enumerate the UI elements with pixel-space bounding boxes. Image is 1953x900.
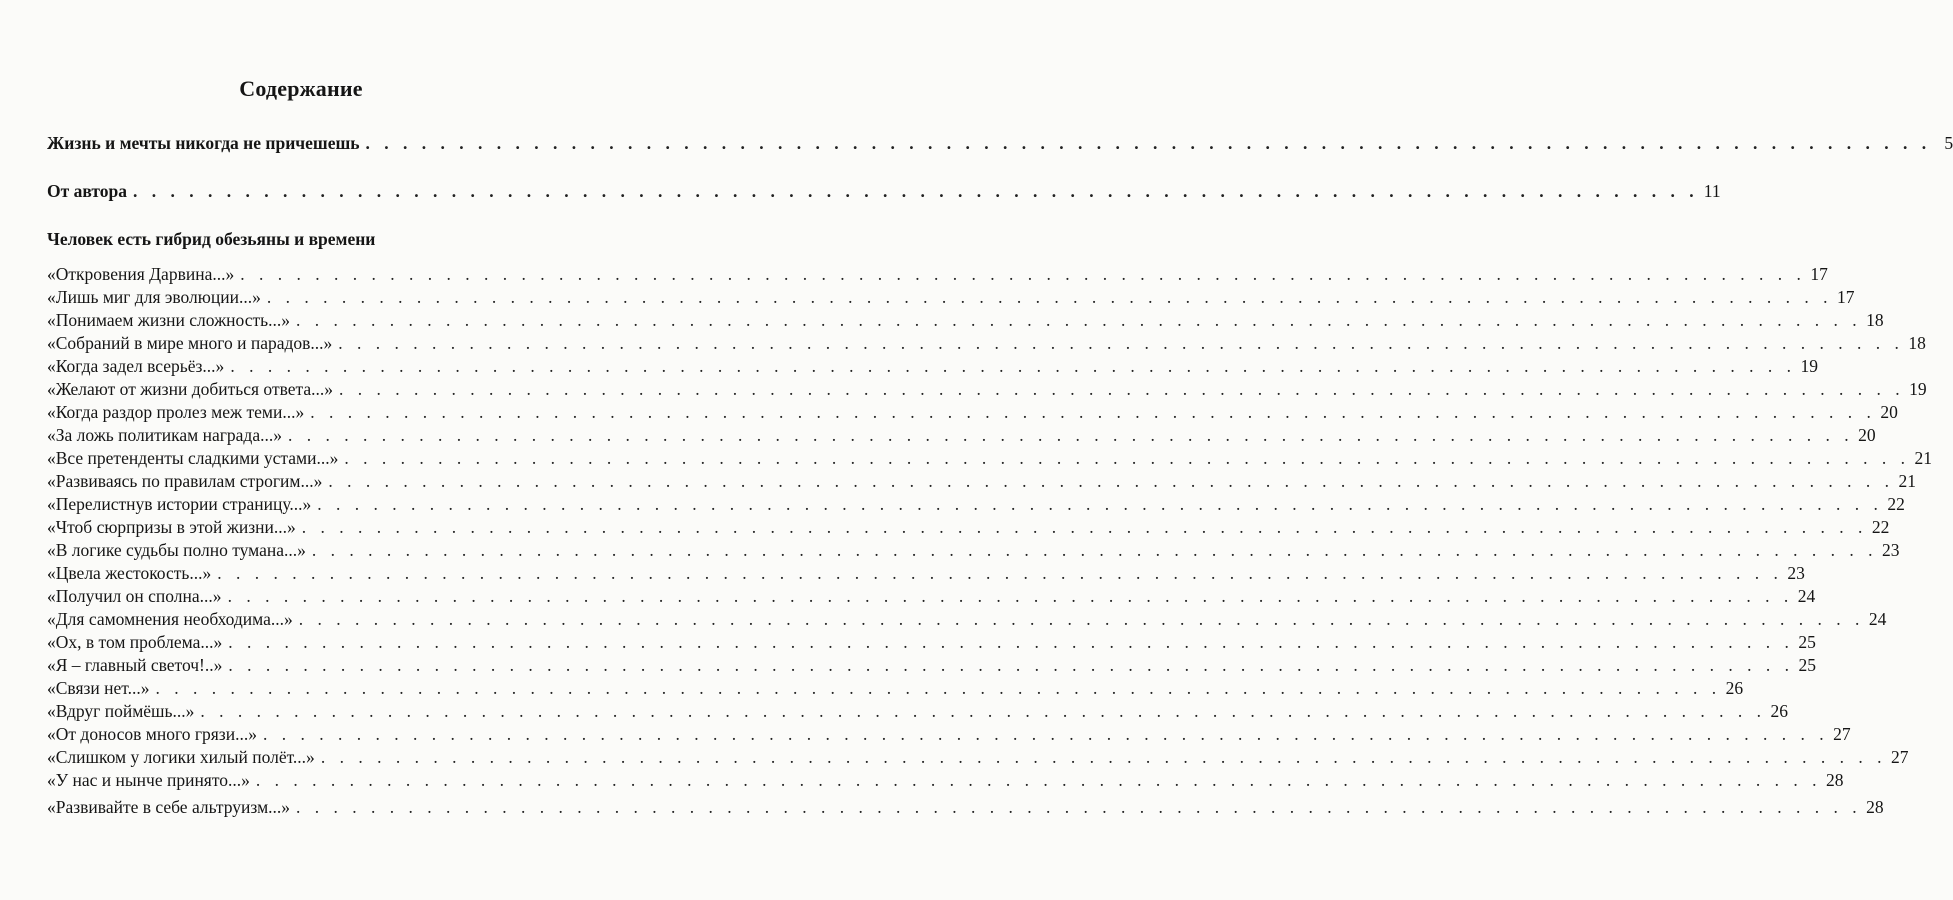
- dot-leader: . . . . . . . . . . . . . . . . . . . . . . . . . . . . . . . . . . . . . . . . . . . . . . . . . . . . . . . . . . . . . . . . . . . . . . . . . . . . . . . . . . . .: [287, 425, 1854, 445]
- toc-entry-title: «Для самомнения необходима...»: [47, 609, 293, 629]
- dot-leader: . . . . . . . . . . . . . . . . . . . . . . . . . . . . . . . . . . . . . . . . . . . . . . . . . . . . . . . . . . . . . . . . . . . . . . . . . . . . . . . . . . . .: [227, 586, 1794, 606]
- toc-entry-title: «От доносов много грязи...»: [47, 724, 257, 744]
- toc-entry-title: Жизнь и мечты никогда не причешешь: [47, 133, 360, 153]
- toc-page-number: 28: [1826, 770, 1844, 790]
- toc-entry-title: «Я – главный светоч!..»: [47, 655, 223, 675]
- toc-entry: [47, 653, 1817, 677]
- toc-page-number: 17: [1810, 264, 1828, 284]
- toc-entry: [47, 515, 1890, 539]
- toc-entry-title: «Перелистнув истории страницу...»: [47, 494, 312, 514]
- dot-leader: . . . . . . . . . . . . . . . . . . . . . . . . . . . . . . . . . . . . . . . . . . . . . . . . . . . . . . . . . . . . . . . . . . . . . . . . . . . . . . . . . . . .: [310, 402, 1876, 422]
- toc-page-number: 5: [1944, 133, 1953, 153]
- toc-entry-title: «Ох, в том проблема...»: [47, 632, 223, 652]
- toc-page-number: 28: [1866, 797, 1884, 817]
- dot-leader: . . . . . . . . . . . . . . . . . . . . . . . . . . . . . . . . . . . . . . . . . . . . . . . . . . . . . . . . . . . . . . . . . . . . . . . . . . . . . . . . . . . .: [240, 264, 1806, 284]
- toc-entry-title: «Связи нет...»: [47, 678, 150, 698]
- toc-entry: [47, 469, 1916, 493]
- toc-entry: [47, 538, 1900, 562]
- toc-entry: [47, 400, 1898, 424]
- toc-entry: [47, 308, 1884, 332]
- toc-entry: [47, 745, 1909, 769]
- toc-page-number: 24: [1797, 586, 1816, 606]
- dot-leader: . . . . . . . . . . . . . . . . . . . . . . . . . . . . . . . . . . . . . . . . . . . . . . . . . . . . . . . . . . . . . . . . . . . . . . . . . . . . . . . . . . . .: [338, 333, 1904, 353]
- toc-entry-title: «В логике судьбы полно тумана...»: [47, 540, 306, 560]
- toc-entry: [47, 630, 1816, 654]
- toc-page-number: 18: [1908, 333, 1926, 353]
- toc-entry-title: «Вдруг поймёшь...»: [47, 701, 195, 721]
- dot-leader: . . . . . . . . . . . . . . . . . . . . . . . . . . . . . . . . . . . . . . . . . . . . . . . . . . . . . . . . . . . . . . . . . . . . . . . . . . . . . . . . . . . .: [155, 678, 1722, 698]
- toc-page-number: 18: [1866, 310, 1884, 330]
- dot-leader: . . . . . . . . . . . . . . . . . . . . . . . . . . . . . . . . . . . . . . . . . . . . . . . . . . . . . . . . . . . . . . . . . . . . . . . . . . . . . . . . . . . .: [266, 287, 1833, 307]
- toc-entry: [47, 262, 1828, 286]
- toc-entry: [47, 795, 1884, 819]
- toc-entry-title: «Развивайте в себе альтруизм...»: [47, 797, 291, 817]
- toc-entry: [47, 377, 1927, 401]
- toc-page-number: 17: [1836, 287, 1855, 307]
- toc-page-number: 22: [1887, 494, 1905, 514]
- dot-leader: . . . . . . . . . . . . . . . . . . . . . . . . . . . . . . . . . . . . . . . . . . . . . . . . . . . . . . . . . . . . . . . . . . . . . . . . . . . . . . . . . . . .: [230, 356, 1796, 376]
- dot-leader: . . . . . . . . . . . . . . . . . . . . . . . . . . . . . . . . . . . . . . . . . . . . . . . . . . . . . . . . . . . . . . . . . . . . . . . . . . . . . . . . . . . .: [217, 563, 1783, 583]
- toc-page-number: 24: [1868, 609, 1887, 629]
- dot-leader: . . . . . . . . . . . . . . . . . . . . . . . . . . . . . . . . . . . . . . . . . . . . . . . . . . . . . . . . . . . . . . . . . . . . . . . . . . . . . . . . . . . .: [200, 701, 1766, 721]
- toc-page-number: 19: [1800, 356, 1818, 376]
- toc-entry: [47, 285, 1855, 309]
- toc-entry: [47, 354, 1818, 378]
- toc-page-number: 23: [1787, 563, 1805, 583]
- toc-page-number: 27: [1833, 724, 1851, 744]
- toc-page-number: 22: [1871, 517, 1890, 537]
- toc-entry: [47, 179, 1721, 203]
- toc-entry: [47, 607, 1887, 631]
- page-title: Содержание: [239, 76, 363, 101]
- dot-leader: . . . . . . . . . . . . . . . . . . . . . . . . . . . . . . . . . . . . . . . . . . . . . . . . . . . . . . . . . . . . . . . . . . . . . . . . . . . . . . . . . . . .: [320, 747, 1887, 767]
- toc-entry: [47, 131, 1953, 155]
- toc-entry-title: «Собраний в мире много и парадов...»: [47, 333, 333, 353]
- dot-leader: . . . . . . . . . . . . . . . . . . . . . . . . . . . . . . . . . . . . . . . . . . . . . . . . . . . . . . . . . . . . . . . . . . . . . . . . . . . . . . . . . . . .: [296, 797, 1862, 817]
- toc-entry-title: «Все претенденты сладкими устами...»: [47, 448, 339, 468]
- dot-leader: . . . . . . . . . . . . . . . . . . . . . . . . . . . . . . . . . . . . . . . . . . . . . . . . . . . . . . . . . . . . . . . . . . . . . . . . . . . . . . . . . . . .: [262, 724, 1829, 744]
- toc-entry: [47, 492, 1905, 516]
- toc-page-number: 25: [1798, 632, 1816, 652]
- toc-page-number: 11: [1703, 181, 1721, 201]
- toc-page-number: 21: [1898, 471, 1916, 491]
- toc-page-number: 23: [1882, 540, 1900, 560]
- toc-page-number: 20: [1880, 402, 1898, 422]
- toc-page-number: 25: [1798, 655, 1817, 675]
- dot-leader: . . . . . . . . . . . . . . . . . . . . . . . . . . . . . . . . . . . . . . . . . . . . . . . . . . . . . . . . . . . . . . . . . . . . . . . . . . . . . . . . . . . .: [328, 471, 1894, 491]
- dot-leader: . . . . . . . . . . . . . . . . . . . . . . . . . . . . . . . . . . . . . . . . . . . . . . . . . . . . . . . . . . . . . . . . . . . . . . . . . . . . . . . . . . . .: [228, 655, 1795, 675]
- toc-page-number: 26: [1770, 701, 1788, 721]
- dot-leader: . . . . . . . . . . . . . . . . . . . . . . . . . . . . . . . . . . . . . . . . . . . . . . . . . . . . . . . . . . . . . . . . . . . . . . . . . . . . . . . . . . . .: [298, 609, 1865, 629]
- toc-entry-title: «Лишь миг для эволюции...»: [47, 287, 261, 307]
- dot-leader: . . . . . . . . . . . . . . . . . . . . . . . . . . . . . . . . . . . . . . . . . . . . . . . . . . . . . . . . . . . . . . . . . . . . . . . . . . . . . . . . . . . .: [228, 632, 1794, 652]
- toc-entry: [47, 446, 1932, 470]
- section-heading: Человек есть гибрид обезьяны и времени: [47, 229, 376, 249]
- dot-leader: . . . . . . . . . . . . . . . . . . . . . . . . . . . . . . . . . . . . . . . . . . . . . . . . . . . . . . . . . . . . . . . . . . . . . . . . . . . . . . . . . . . .: [301, 517, 1868, 537]
- toc-page-number: 21: [1914, 448, 1932, 468]
- toc-entry-title: «Когда задел всерьёз...»: [47, 356, 225, 376]
- dot-leader: . . . . . . . . . . . . . . . . . . . . . . . . . . . . . . . . . . . . . . . . . . . . . . . . . . . . . . . . . . . . . . . . . . . . . . . . . . . . . . . . . . . .: [365, 133, 1932, 153]
- toc-entry-title: «Понимаем жизни сложность...»: [47, 310, 291, 330]
- toc-entry-title: «За ложь политикам награда...»: [47, 425, 282, 445]
- toc-entry: [47, 561, 1805, 585]
- toc-entry: [47, 676, 1744, 700]
- dot-leader: . . . . . . . . . . . . . . . . . . . . . . . . . . . . . . . . . . . . . . . . . . . . . . . . . . . . . . . . . . . . . . . . . . . . . . . . . . . . . . . . . . . .: [339, 379, 1905, 399]
- toc-entry-title: «У нас и нынче принято...»: [47, 770, 250, 790]
- toc-entry: [47, 423, 1876, 447]
- toc-entry-title: «Когда раздор пролез меж теми...»: [47, 402, 305, 422]
- dot-leader: . . . . . . . . . . . . . . . . . . . . . . . . . . . . . . . . . . . . . . . . . . . . . . . . . . . . . . . . . . . . . . . . . . . . . . . . . . . . . . . . . . . .: [311, 540, 1878, 560]
- toc-entry-title: «Развиваясь по правилам строгим...»: [47, 471, 323, 491]
- toc-page-number: 27: [1890, 747, 1909, 767]
- toc-entry-title: От автора: [47, 181, 127, 201]
- toc-entry: [47, 699, 1788, 723]
- toc-entry-title: «Цвела жестокость...»: [47, 563, 212, 583]
- toc-page-number: 26: [1725, 678, 1744, 698]
- dot-leader: . . . . . . . . . . . . . . . . . . . . . . . . . . . . . . . . . . . . . . . . . . . . . . . . . . . . . . . . . . . . . . . . . . . . . . . . . . . . . . . . . . . .: [344, 448, 1910, 468]
- toc-entry-title: «Слишком у логики хилый полёт...»: [47, 747, 315, 767]
- dot-leader: . . . . . . . . . . . . . . . . . . . . . . . . . . . . . . . . . . . . . . . . . . . . . . . . . . . . . . . . . . . . . . . . . . . . . . . . . . . . . . . . . . . .: [255, 770, 1822, 790]
- toc-page-number: 19: [1909, 379, 1927, 399]
- toc-page-number: 20: [1858, 425, 1876, 445]
- toc-entry: [47, 331, 1926, 355]
- toc-entry-title: «Желают от жизни добиться ответа...»: [47, 379, 334, 399]
- dot-leader: . . . . . . . . . . . . . . . . . . . . . . . . . . . . . . . . . . . . . . . . . . . . . . . . . . . . . . . . . . . . . . . . . . . . . . . . . . . . . . . . . . . .: [296, 310, 1862, 330]
- dot-leader: . . . . . . . . . . . . . . . . . . . . . . . . . . . . . . . . . . . . . . . . . . . . . . . . . . . . . . . . . . . . . . . . . . . . . . . . . . . . . . . . . . . .: [317, 494, 1883, 514]
- toc-entry: [47, 584, 1816, 608]
- toc-entry-title: «Получил он сполна...»: [47, 586, 222, 606]
- toc-entry: [47, 768, 1844, 792]
- dot-leader: . . . . . . . . . . . . . . . . . . . . . . . . . . . . . . . . . . . . . . . . . . . . . . . . . . . . . . . . . . . . . . . . . . . . . . . . . . . . . . . . . . . .: [132, 181, 1699, 201]
- toc-entry: [47, 722, 1851, 746]
- toc-entry-title: «Чтоб сюрпризы в этой жизни...»: [47, 517, 296, 537]
- toc-entry-title: «Откровения Дарвина...»: [47, 264, 235, 284]
